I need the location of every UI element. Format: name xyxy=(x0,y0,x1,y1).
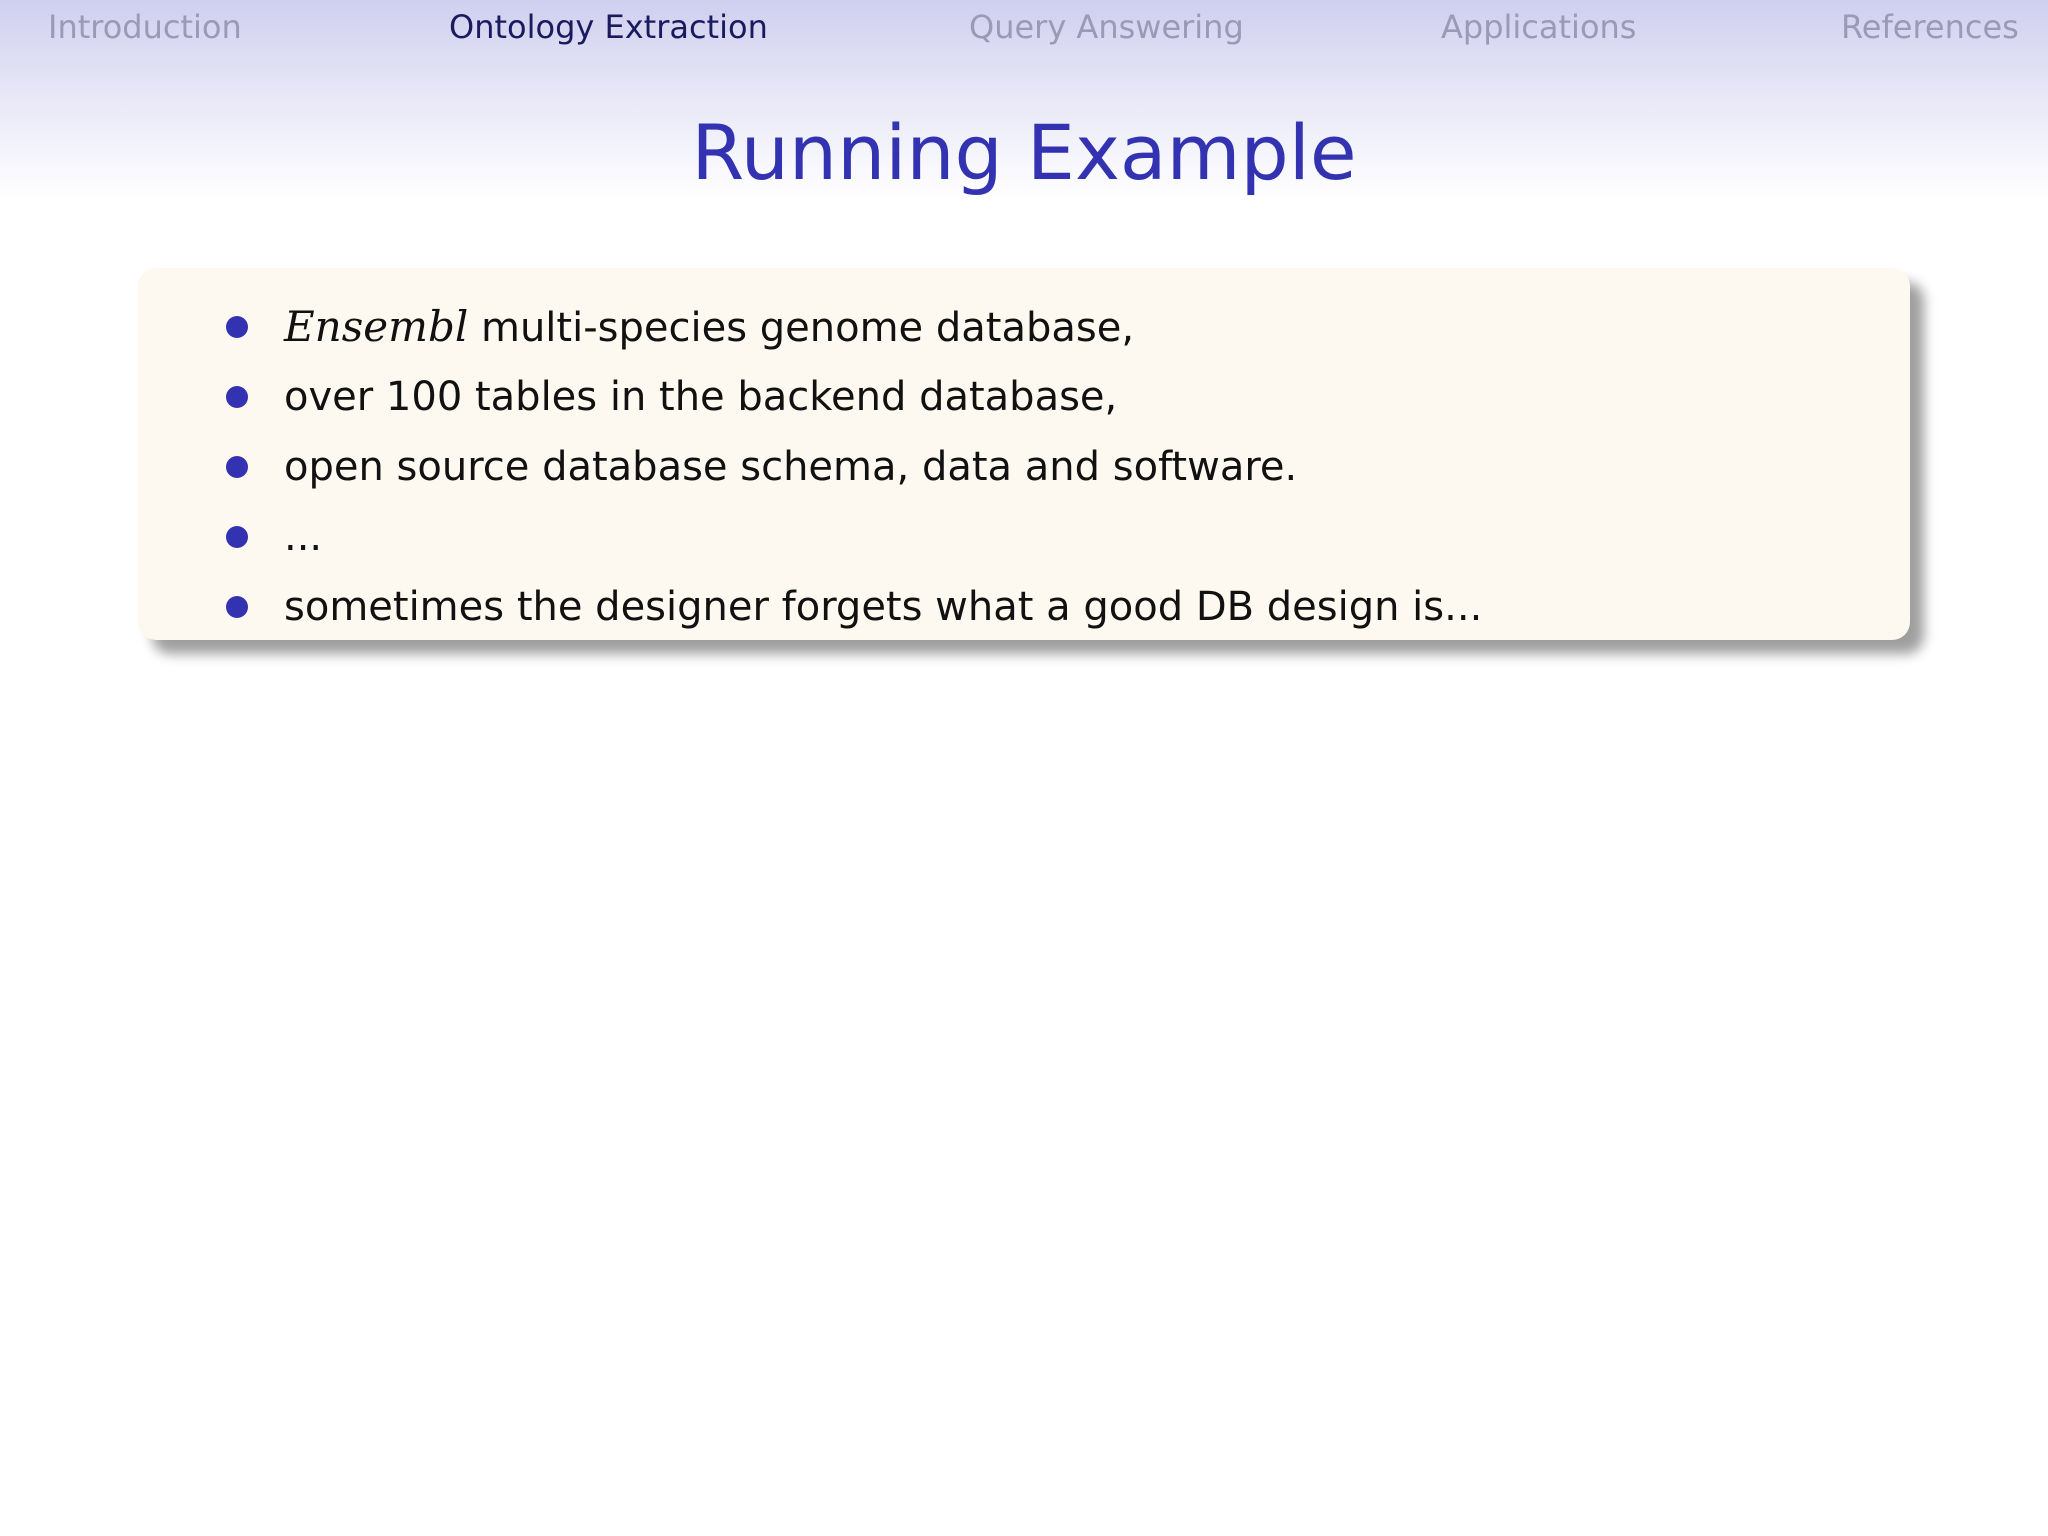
bullet-icon xyxy=(226,316,248,338)
bullet-icon xyxy=(226,386,248,408)
nav-item-query-answering[interactable]: Query Answering xyxy=(969,8,1244,46)
nav-item-ontology-extraction[interactable]: Ontology Extraction xyxy=(449,8,768,46)
bullet-text: multi-species genome database, xyxy=(480,305,1135,351)
bullet-text: sometimes the designer forgets what a good DB design is... xyxy=(284,584,1483,630)
nav-item-introduction[interactable]: Introduction xyxy=(48,8,242,46)
nav-item-applications[interactable]: Applications xyxy=(1441,8,1637,46)
bullet-text: open source database schema, data and software. xyxy=(284,444,1298,490)
bullet-item xyxy=(138,572,1910,642)
bullet-item xyxy=(138,362,1910,432)
bullet-item xyxy=(138,292,1910,362)
bullet-icon xyxy=(226,596,248,618)
content-block xyxy=(138,268,1910,640)
section-navigation xyxy=(0,0,2048,60)
bullet-text: over 100 tables in the backend database, xyxy=(284,374,1118,420)
slide-title: Running Example xyxy=(691,108,1357,197)
bullet-item xyxy=(138,432,1910,502)
bullet-icon xyxy=(226,456,248,478)
nav-item-references[interactable]: References xyxy=(1841,8,2019,46)
bullet-item xyxy=(138,502,1910,572)
bullet-list xyxy=(138,292,1910,642)
bullet-text: ... xyxy=(284,514,323,560)
bullet-emphasis: Ensembl xyxy=(284,302,469,351)
bullet-icon xyxy=(226,526,248,548)
